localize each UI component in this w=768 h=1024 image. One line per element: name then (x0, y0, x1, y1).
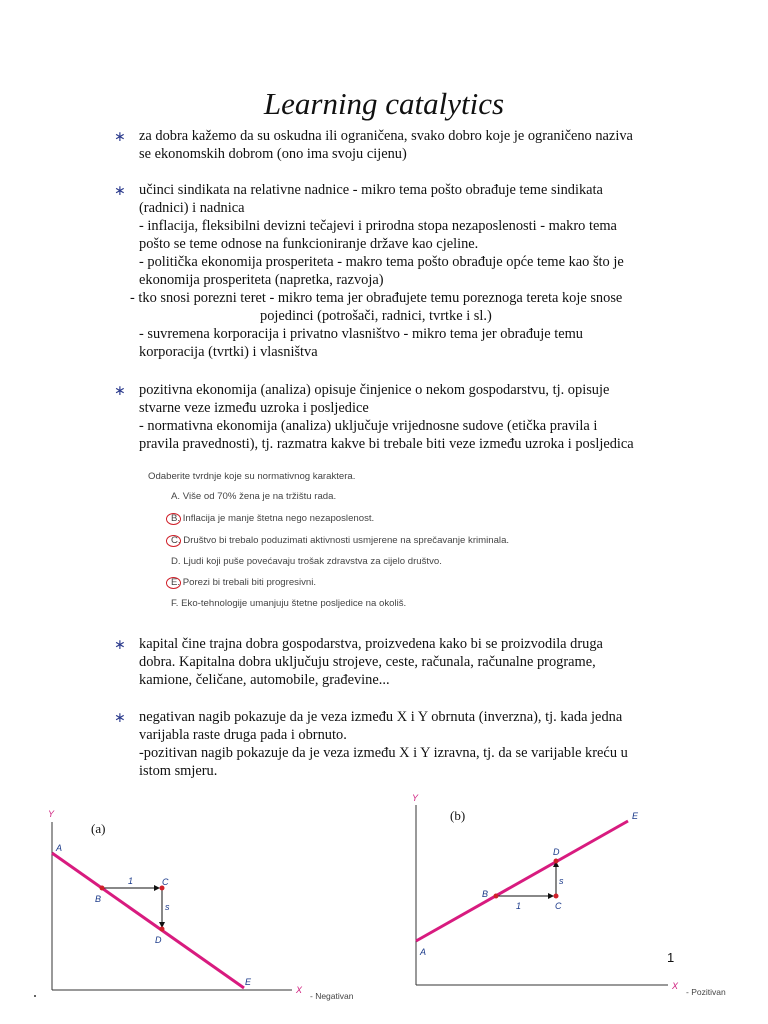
point-b (494, 894, 499, 899)
rise-label: s (559, 876, 564, 886)
text-line: pravila pravednosti), tj. razmatra kakve bi trebale biti veze između uzroka i posljedica (139, 436, 634, 452)
point-label: B (482, 889, 489, 899)
text-line: - inflacija, fleksibilni devizni tečajevi i prirodna stopa nezaposlenosti - makro tema (139, 218, 617, 234)
graph-note: - Negativan (310, 991, 354, 1001)
negative-line (52, 853, 244, 988)
text-line: pošto se teme odnose na funkcioniranje države kao cjeline. (139, 236, 479, 252)
bullet-icon: ∗ (114, 710, 126, 726)
graph-b (412, 793, 726, 997)
y-axis-label: Y (412, 793, 419, 803)
bullet-icon: ∗ (114, 129, 126, 145)
text-line: dobra. Kapitalna dobra uključuju strojeve, ceste, računala, računalne programe, (139, 654, 596, 670)
text-line: kamione, čeličane, automobile, građevine... (139, 672, 390, 688)
quiz-option: D. Ljudi koji puše povećavaju trošak zdravstva za cijelo društvo. (171, 556, 442, 567)
run-label: 1 (516, 901, 522, 911)
graph-caption: (b) (450, 808, 466, 823)
page-number: 1 (667, 950, 675, 965)
point-label: E (632, 811, 639, 821)
graph-caption: (a) (91, 821, 106, 836)
point-label: A (56, 843, 63, 853)
x-axis-label: X (672, 981, 679, 991)
quiz-option: C. Društvo bi trebalo poduzimati aktivnosti usmjerene na sprečavanje kriminala. (171, 535, 510, 546)
quiz-option: E. Porezi bi trebali biti progresivni. (171, 577, 317, 588)
quiz-option: A. Više od 70% žena je na tržištu rada. (171, 491, 337, 502)
graph-note: - Pozitivan (686, 987, 726, 997)
text-line: korporacija (tvrtki) i vlasništva (139, 344, 318, 360)
text-line: - politička ekonomija prosperiteta - makro tema pošto obrađuje opće teme kao što je (139, 254, 624, 270)
text-line: varijabla raste druga pada i obrnuto. (139, 727, 347, 743)
point-d (554, 859, 559, 864)
text-line: (radnici) i nadnica (139, 200, 245, 216)
page-title: Learning catalytics (263, 86, 505, 121)
run-label: 1 (128, 876, 134, 886)
text-line: se ekonomskih dobrom (ono ima svoju cijenu) (139, 146, 407, 162)
text-line: -pozitivan nagib pokazuje da je veza između X i Y izravna, tj. da se varijable kreću u (139, 745, 628, 761)
point-label: D (155, 935, 162, 945)
point-c (554, 894, 559, 899)
point-d (160, 927, 165, 932)
text-line: ekonomija prosperiteta (napretka, razvoja) (139, 272, 384, 288)
graph-a (48, 809, 354, 1001)
text-line: - tko snosi porezni teret - mikro tema jer obrađujete temu poreznoga tereta koje snose (130, 290, 623, 306)
bullet-icon: ∗ (114, 383, 126, 399)
quiz-option: F. Eko-tehnologije umanjuju štetne posljedice na okoliš. (171, 598, 407, 609)
y-axis-label: Y (48, 809, 55, 819)
point-label: D (553, 847, 560, 857)
text-line: pojedinci (potrošači, radnici, tvrtke i sl.) (260, 308, 492, 324)
positive-line (416, 821, 628, 941)
point-label: C (162, 877, 169, 887)
text-line: negativan nagib pokazuje da je veza između X i Y obrnuta (inverzna), tj. kada jedna (139, 709, 623, 725)
quiz-question: Odaberite tvrdnje koje su normativnog karaktera. (148, 471, 356, 482)
x-axis-label: X (296, 985, 303, 995)
point-b (100, 886, 105, 891)
text-line: istom smjeru. (139, 763, 218, 779)
text-line: stvarne veze između uzroka i posljedice (139, 400, 369, 416)
point-label: C (555, 901, 562, 911)
stray-dot (34, 995, 36, 997)
rise-label: s (165, 902, 170, 912)
text-line: za dobra kažemo da su oskudna ili ograničena, svako dobro koje je ograničeno naziva (139, 128, 633, 144)
point-label: E (245, 977, 252, 987)
text-line: - suvremena korporacija i privatno vlasništvo - mikro tema jer obrađuje temu (139, 326, 583, 342)
text-line: - normativna ekonomija (analiza) uključuje vrijednosne sudove (etička pravila i (139, 418, 598, 434)
bullet-icon: ∗ (114, 183, 126, 199)
text-line: pozitivna ekonomija (analiza) opisuje činjenice o nekom gospodarstvu, tj. opisuje (139, 382, 610, 398)
quiz-option: B. Inflacija je manje štetna nego nezaposlenost. (171, 513, 375, 524)
point-label: B (95, 894, 102, 904)
point-label: A (420, 947, 427, 957)
bullet-icon: ∗ (114, 637, 126, 653)
text-line: kapital čine trajna dobra gospodarstva, proizvedena kako bi se proizvodila druga (139, 636, 603, 652)
text-line: učinci sindikata na relativne nadnice - mikro tema pošto obrađuje teme sindikata (139, 182, 603, 198)
